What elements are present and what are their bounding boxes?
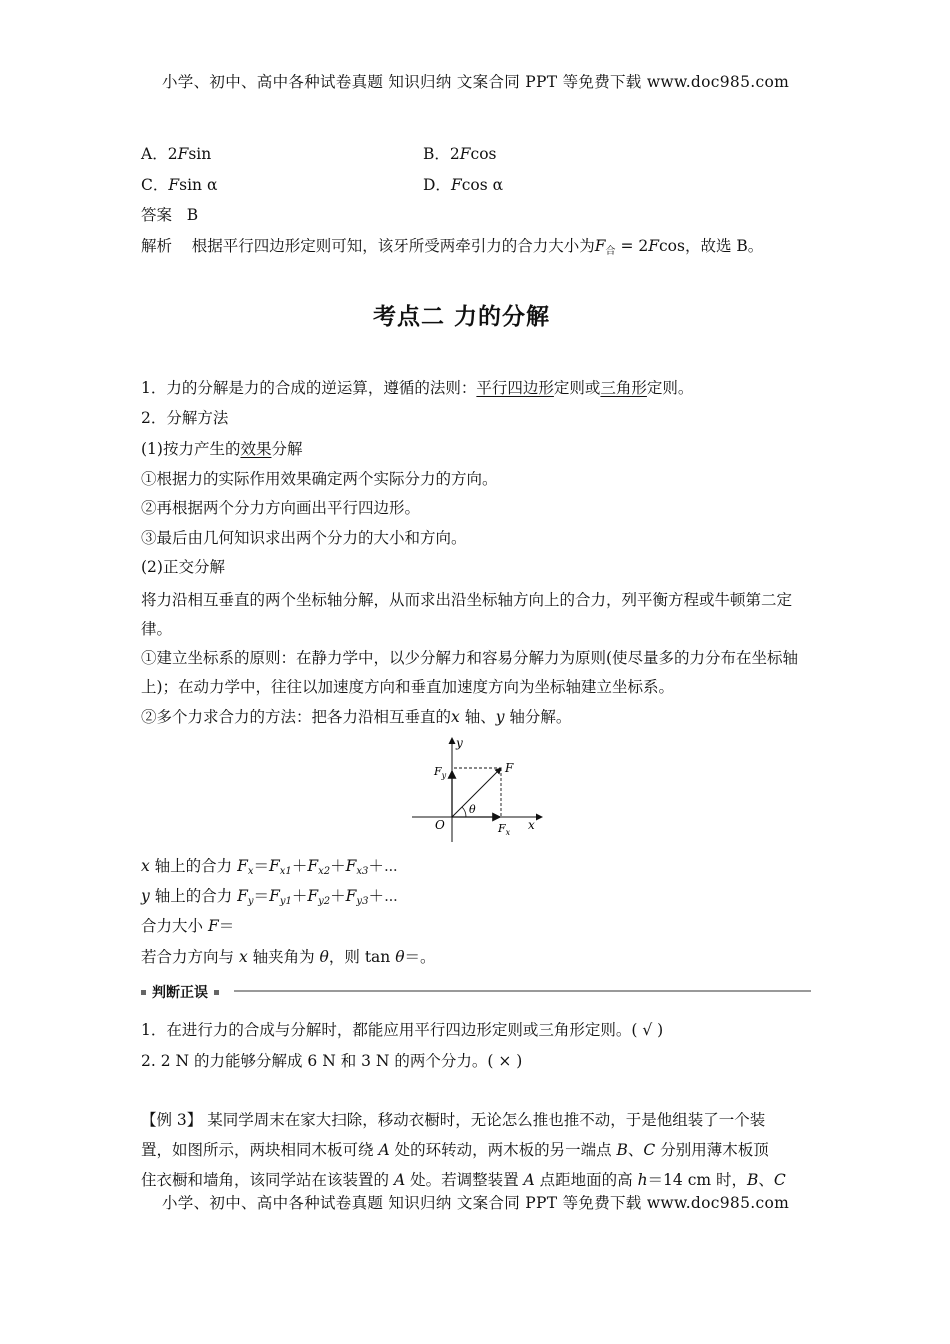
fx-plus1: ＋ (291, 857, 308, 875)
para-1-a: 1．力的分解是力的合成的逆运算，遵循的法则： (141, 379, 477, 397)
mag-text: 合力大小 (141, 917, 208, 935)
page-header: 小学、初中、高中各种试卷真题 知识归纳 文案合同 PPT 等免费下载 www.doc985.com (162, 73, 790, 91)
answer-line (141, 204, 198, 226)
fx-t3: F (345, 857, 357, 875)
fy-s3: y3 (356, 896, 369, 907)
example-l1: 某同学周末在家大扫除，移动衣橱时，无论怎么推也推不动，于是他组装了一个装 (202, 1111, 766, 1129)
analysis-sub: 合 (605, 246, 616, 257)
para-1-c: 定则。 (646, 379, 694, 397)
option-d-label: D． (423, 176, 451, 194)
fy-eq: ＝ (253, 887, 270, 905)
answer-label: 答案 (141, 206, 173, 224)
option-a-var: F (177, 145, 189, 163)
fy-t1: F (269, 887, 280, 905)
ex2-b: 处的环转动，两木板的另一端点 (389, 1141, 617, 1159)
theta-label: θ (469, 803, 476, 816)
para-10-c: 轴分解。 (504, 708, 572, 726)
para-1 (141, 377, 693, 399)
ang-theta2: θ (395, 948, 405, 966)
para-1-underline-1: 平行四边形 (476, 379, 554, 397)
ang-theta: θ (319, 948, 329, 966)
example-line-3 (141, 1169, 786, 1191)
option-a-rest: sin (188, 145, 212, 163)
fy-text: 轴上的合力 (149, 887, 238, 905)
option-b-label: B．2 (423, 145, 460, 163)
fx-t2: F (307, 857, 319, 875)
fy-t2: F (307, 887, 319, 905)
para-3-a: (1)按力产生的 (141, 440, 241, 458)
judge-heading-bar (141, 982, 811, 1002)
fx-axis-var: x (141, 857, 150, 875)
para-5: ②再根据两个分力方向画出平行四边形。 (141, 499, 421, 517)
ex2-c: 、 (627, 1141, 644, 1159)
para-10-a: ②多个力求合力的方法：把各力沿相互垂直的 (141, 708, 452, 726)
example-line-1 (141, 1109, 765, 1131)
example-line-2 (141, 1139, 769, 1161)
fx-label: $F_x$ (498, 822, 511, 837)
ex3-a: 住衣橱和墙角，该同学站在该装置的 (141, 1171, 394, 1189)
para-3-underline: 效果 (240, 440, 272, 458)
option-b-var: F (459, 145, 471, 163)
ex3-C: C (773, 1171, 786, 1189)
para-7: (2)正交分解 (141, 558, 225, 576)
mag-F: F (207, 917, 219, 935)
formula-angle (141, 946, 436, 968)
fy-sub: y (247, 896, 254, 907)
fx-sub: x (247, 866, 254, 877)
judge-q1: 1．在进行力的合成与分解时，都能应用平行四边形定则或三角形定则。( √ ) (141, 1021, 664, 1039)
analysis-f: F (594, 237, 606, 255)
force-decomposition-diagram (404, 730, 554, 845)
answer-value: B (186, 206, 199, 224)
ang-d: ＝。 (404, 948, 436, 966)
f-label: F (505, 761, 514, 775)
fx-plus2: ＋ (330, 857, 346, 875)
option-c (141, 174, 217, 196)
ex2-a: 置，如图所示，两块相同木板可绕 (141, 1141, 379, 1159)
option-d (423, 174, 503, 196)
fy-F: F (237, 887, 248, 905)
judge-heading (141, 982, 225, 1002)
ex3-A2: A (523, 1171, 535, 1189)
ex3-d: ＝14 cm 时， (647, 1171, 748, 1189)
option-c-rest: sin α (179, 176, 218, 194)
analysis-text: 根据平行四边形定则可知，该牙所受两牵引力的合力大小为 (191, 237, 595, 255)
ex2-d: 分别用薄木板顶 (655, 1141, 769, 1159)
option-a (141, 143, 211, 165)
option-a-label: A．2 (141, 145, 178, 163)
ang-c: ，则 tan (328, 948, 396, 966)
ex3-h: h (637, 1171, 648, 1189)
analysis-text3: cos，故选 B。 (658, 237, 764, 255)
fx-end: ＋⋯ (368, 857, 398, 875)
para-10 (141, 706, 571, 728)
ex2-B: B (616, 1141, 628, 1159)
fx-s3: x3 (356, 866, 369, 877)
para-1-b: 定则或 (553, 379, 601, 397)
fx-text: 轴上的合力 (149, 857, 238, 875)
fx-s1: x1 (279, 866, 292, 877)
ex2-A: A (378, 1141, 390, 1159)
fy-plus2: ＋ (330, 887, 346, 905)
para-10-b: 轴、 (459, 708, 496, 726)
ex3-b: 处。若调整装置 (405, 1171, 524, 1189)
divider (234, 990, 811, 992)
judge-heading-text: 判断正误 (152, 985, 208, 1001)
square-icon (214, 990, 219, 995)
para-1-underline-2: 三角形 (600, 379, 647, 397)
fx-s2: x2 (318, 866, 331, 877)
option-b-rest: cos (470, 145, 497, 163)
analysis-text2: = 2 (615, 237, 649, 255)
ang-b: 轴夹角为 (247, 948, 320, 966)
judge-q2: 2. 2 N 的力能够分解成 6 N 和 3 N 的两个分力。( × ) (141, 1052, 523, 1070)
x-axis-label: x (528, 818, 535, 832)
analysis-label: 解析 (141, 237, 173, 255)
ex3-A: A (393, 1171, 406, 1189)
square-icon (141, 990, 146, 995)
para-2: 2．分解方法 (141, 409, 229, 427)
option-c-var: F (168, 176, 180, 194)
page-footer: 小学、初中、高中各种试卷真题 知识归纳 文案合同 PPT 等免费下载 www.doc985.com (162, 1194, 790, 1212)
fy-s2: y2 (318, 896, 331, 907)
fy-plus1: ＋ (291, 887, 308, 905)
ang-x: x (238, 948, 248, 966)
para-3 (141, 438, 303, 460)
option-b (423, 143, 497, 165)
ang-a: 若合力方向与 (141, 948, 239, 966)
para-10-y: y (495, 708, 505, 726)
fx-t1: F (269, 857, 280, 875)
ex2-C: C (643, 1141, 656, 1159)
analysis-line (141, 235, 763, 263)
option-d-var: F (450, 176, 462, 194)
fy-s1: y1 (279, 896, 292, 907)
fy-label: $F_y$ (434, 765, 447, 780)
origin-label: O (435, 818, 445, 832)
analysis-f2: F (648, 237, 659, 255)
theta-arc (462, 807, 466, 817)
fx-F: F (237, 857, 248, 875)
formula-x (141, 855, 398, 883)
fy-t3: F (345, 887, 357, 905)
para-10-x: x (451, 708, 460, 726)
example-label: 【例 3】 (141, 1111, 203, 1129)
para-8: 将力沿相互垂直的两个坐标轴分解，从而求出沿坐标轴方向上的合力，列平衡方程或牛顿第二定律。 (141, 591, 793, 638)
para-3-b: 分解 (271, 440, 303, 458)
option-d-rest: cos α (461, 176, 504, 194)
y-axis-label: y (456, 736, 463, 750)
ex3-B: B (747, 1171, 759, 1189)
formula-y (141, 885, 398, 913)
para-4: ①根据力的实际作用效果确定两个实际分力的方向。 (141, 470, 498, 488)
fy-axis-var: y (141, 887, 150, 905)
para-9: ①建立坐标系的原则：在静力学中，以少分解力和容易分解力为原则(使尽量多的力分布在坐标轴上)；在动力学中，往往以加速度方向和垂直加速度方向为坐标轴建立坐标系。 (141, 649, 799, 696)
f-vector (452, 768, 501, 817)
para-6: ③最后由几何知识求出两个分力的大小和方向。 (141, 529, 467, 547)
ex3-c: 点距地面的高 (534, 1171, 638, 1189)
option-c-label: C． (141, 176, 169, 194)
fx-eq: ＝ (253, 857, 270, 875)
mag-eq: ＝ (218, 917, 235, 935)
ex3-e: 、 (758, 1171, 774, 1189)
fy-end: ＋⋯ (368, 887, 398, 905)
formula-magnitude (141, 915, 234, 937)
section-title: 考点二 力的分解 (373, 304, 551, 330)
